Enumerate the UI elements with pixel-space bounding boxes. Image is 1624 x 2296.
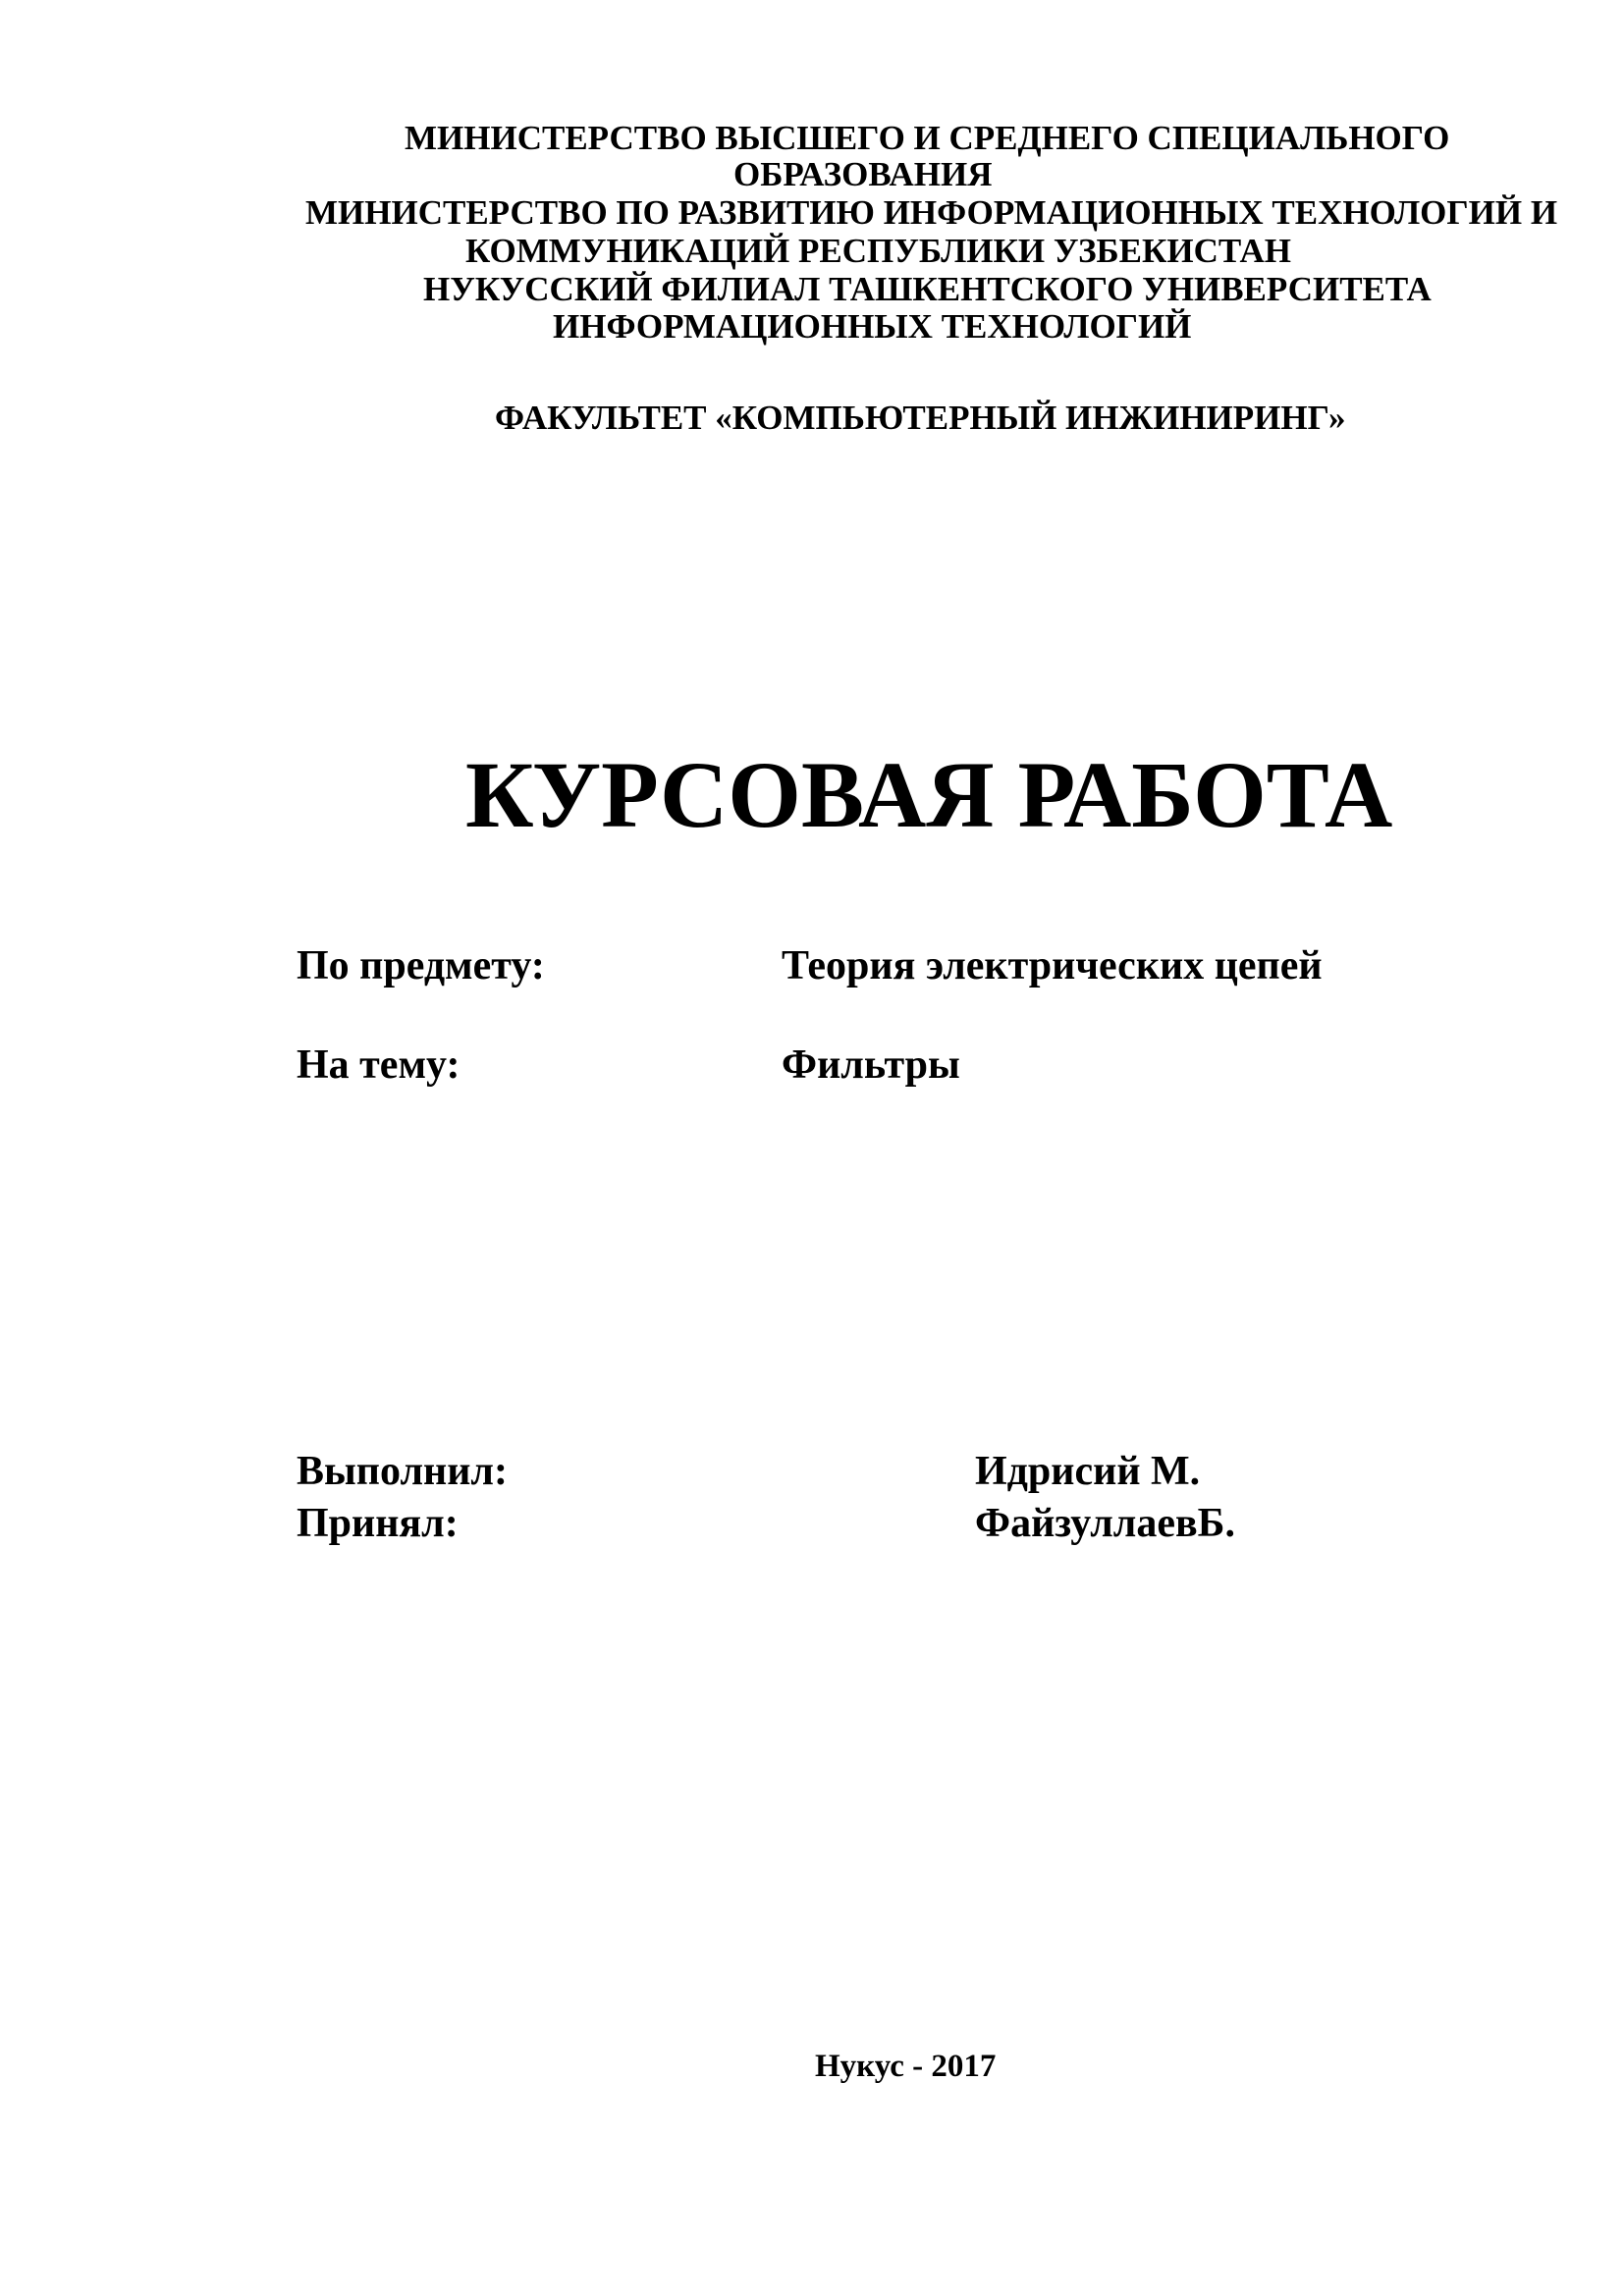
subject-label: По предмету: xyxy=(297,943,545,988)
topic-value: Фильтры xyxy=(782,1042,960,1088)
accepted-by-value: ФайзуллаевБ. xyxy=(975,1501,1235,1546)
subject-value: Теория электрических цепей xyxy=(782,943,1323,988)
header-line-6: ИНФОРМАЦИОННЫХ ТЕХНОЛОГИЙ xyxy=(553,307,1192,346)
faculty-name: ФАКУЛЬТЕТ «КОМПЬЮТЕРНЫЙ ИНЖИНИРИНГ» xyxy=(495,399,1346,437)
header-line-1: МИНИСТЕРСТВО ВЫСШЕГО И СРЕДНЕГО СПЕЦИАЛЬНОГО xyxy=(405,119,1450,157)
topic-label: На тему: xyxy=(297,1042,460,1088)
header-line-3: МИНИСТЕРСТВО ПО РАЗВИТИЮ ИНФОРМАЦИОННЫХ ТЕХНОЛОГИЙ И xyxy=(305,193,1558,232)
performed-by-label: Выполнил: xyxy=(297,1449,508,1494)
header-line-2: ОБРАЗОВАНИЯ xyxy=(733,155,993,193)
document-title: КУРСОВАЯ РАБОТА xyxy=(465,742,1393,847)
header-line-4: КОММУНИКАЦИЙ РЕСПУБЛИКИ УЗБЕКИСТАН xyxy=(465,232,1292,270)
header-line-5: НУКУССКИЙ ФИЛИАЛ ТАШКЕНТСКОГО УНИВЕРСИТЕТА xyxy=(423,270,1432,308)
performed-by-value: Идрисий М. xyxy=(975,1449,1201,1494)
accepted-by-label: Принял: xyxy=(297,1501,459,1546)
city-year: Нукус - 2017 xyxy=(815,2049,997,2084)
